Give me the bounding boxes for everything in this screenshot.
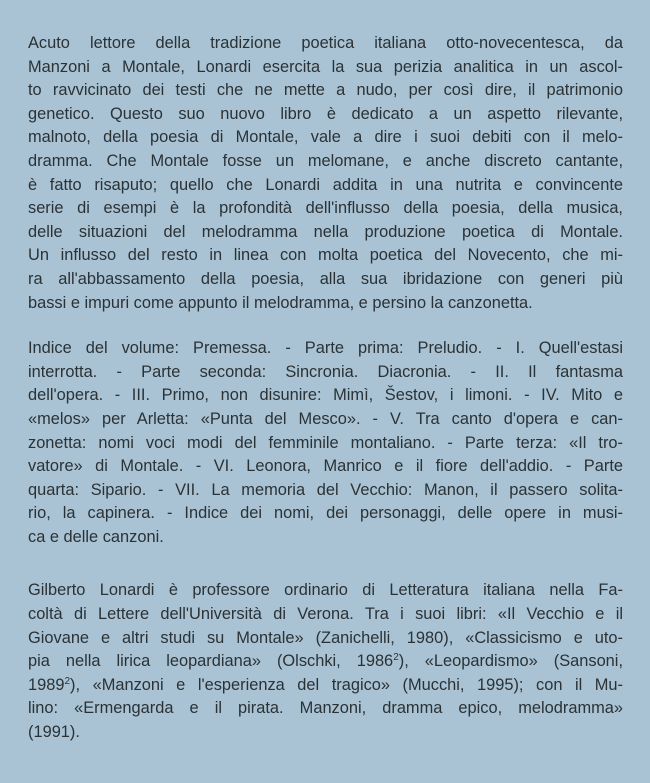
edition-superscript: 2 [64, 675, 71, 687]
text-line [28, 674, 623, 698]
text-fragment: 1989 [28, 675, 65, 694]
text-line: serie di esempi è la profondità dell'influsso della poesia, della musica, [28, 199, 623, 218]
text-line: zonetta: nomi voci modi del femminile montaliano. - Parte terza: «Il tro- [28, 433, 623, 452]
table-of-contents-paragraph [28, 337, 623, 549]
text-line: ca e delle canzoni. [28, 527, 164, 546]
text-line: «melos» per Arletta: «Punta del Mesco». - V. Tra canto d'opera e can- [28, 409, 623, 428]
edition-superscript: 2 [393, 652, 399, 664]
text-line: dell'opera. - III. Primo, non disunire: Mimì, Šestov, i limoni. - IV. Mito e [28, 386, 623, 405]
text-line: è fatto risaputo; quello che Lonardi addita in una nutrita e convincente [28, 175, 623, 194]
text-line: malnoto, della poesia di Montale, vale a dire i suoi debiti con il melo- [28, 128, 623, 147]
text-line: lino: «Ermengarda e il pirata. Manzoni, dramma epico, melodramma» [28, 699, 623, 718]
text-line: Gilberto Lonardi è professore ordinario di Letteratura italiana nella Fa- [28, 581, 623, 600]
text-line: vatore» di Montale. - VI. Leonora, Manrico e il fiore dell'addio. - Parte [28, 457, 623, 476]
text-line [28, 650, 623, 674]
text-fragment: ), «Manzoni e l'esperienza del tragico» (Mucchi, 1995); con il Mu- [70, 675, 623, 694]
text-line: interrotta. - Parte seconda: Sincronia. Diacronia. - II. Il fantasma [28, 362, 623, 381]
text-line: ra all'abbassamento della poesia, alla sua ibridazione con generi più [28, 269, 623, 288]
text-fragment: pia nella lirica leopardiana» (Olschki, 1986 [28, 652, 394, 671]
text-fragment: ), «Leopardismo» (Sansoni, [398, 652, 623, 671]
text-line: Un influsso del resto in linea con molta poetica del Novecento, che mi- [28, 246, 623, 265]
text-line: coltà di Lettere dell'Università di Verona. Tra i suoi libri: «Il Vecchio e il [28, 605, 623, 624]
text-line: to ravvicinato dei testi che ne mette a nudo, per così dire, il patrimonio [28, 81, 623, 100]
text-line: Acuto lettore della tradizione poetica italiana otto-novecentesca, da [28, 34, 623, 52]
text-line: genetico. Questo suo nuovo libro è dedicato a un aspetto rilevante, [28, 104, 623, 123]
text-line: (1991). [28, 723, 80, 742]
author-bio-paragraph [28, 579, 623, 744]
text-line: bassi e impuri come appunto il melodramma, e persino la canzonetta. [28, 293, 533, 312]
blurb-paragraph [28, 32, 623, 315]
text-line: rio, la capinera. - Indice dei nomi, dei personaggi, delle opere in musi- [28, 504, 623, 523]
text-line: Giovane e altri studi su Montale» (Zanichelli, 1980), «Classicismo e uto- [28, 628, 623, 647]
text-line: dramma. Che Montale fosse un melomane, e anche discreto cantante, [28, 151, 623, 170]
text-line: delle situazioni del melodramma nella produzione poetica di Montale. [28, 222, 623, 241]
text-line: Manzoni a Montale, Lonardi esercita la sua perizia analitica in un ascol- [28, 57, 623, 76]
text-line: Indice del volume: Premessa. - Parte prima: Preludio. - I. Quell'estasi [28, 339, 623, 358]
text-line: quarta: Sipario. - VII. La memoria del Vecchio: Manon, il passero solita- [28, 480, 623, 499]
